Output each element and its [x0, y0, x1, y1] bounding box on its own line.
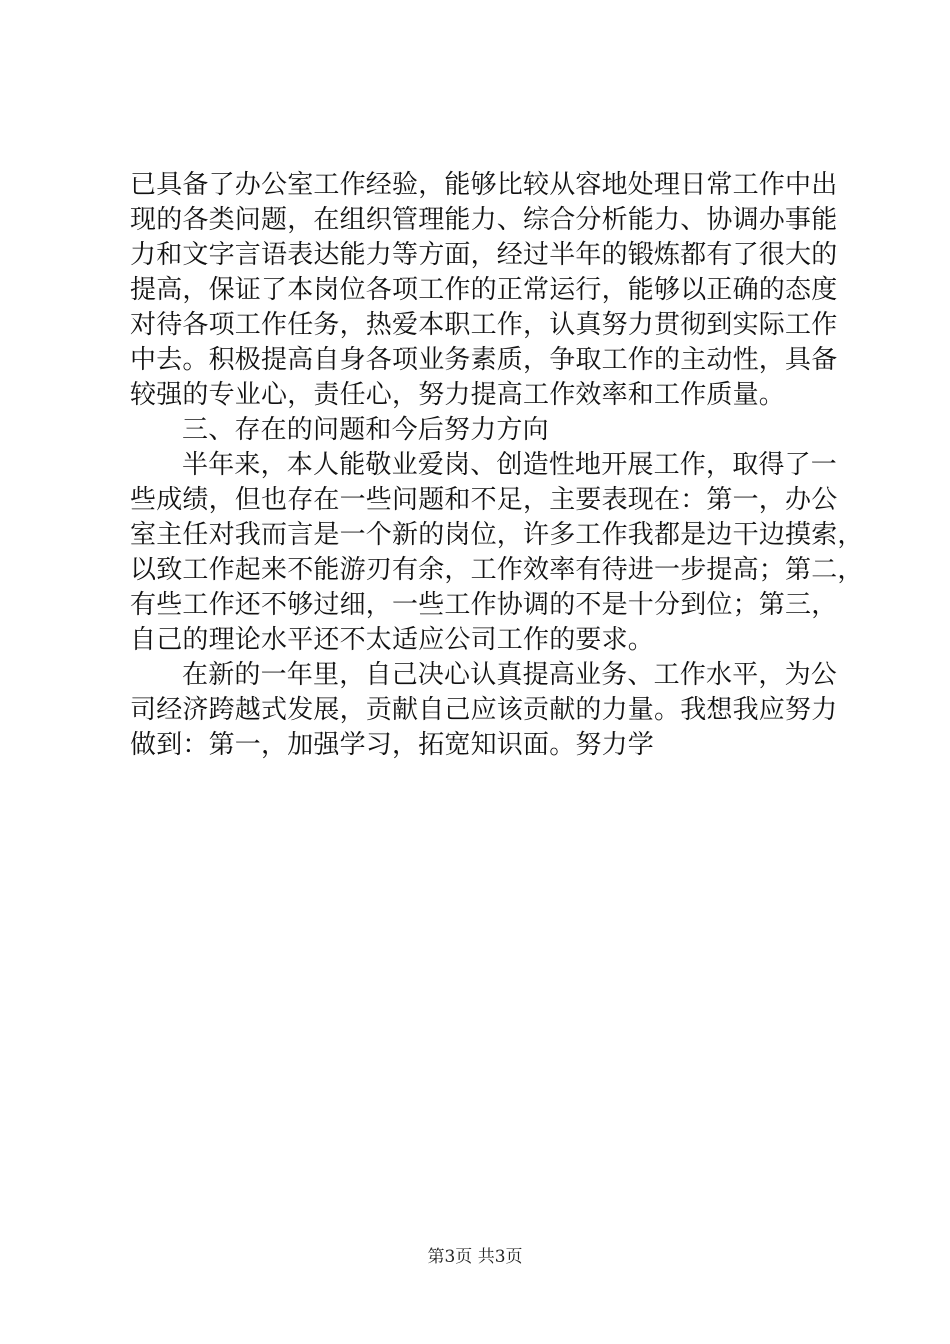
section-heading: 三、存在的问题和今后努力方向: [182, 415, 549, 445]
text-line: 室主任对我而言是一个新的岗位，许多工作我都是边干边摸索，: [130, 520, 864, 550]
page-footer: [0, 1246, 950, 1268]
document-body: [130, 168, 864, 763]
text-line: 自己的理论水平还不太适应公司工作的要求。: [130, 625, 655, 655]
text-line: 司经济跨越式发展，贡献自己应该贡献的力量。我想我应努力: [130, 695, 838, 725]
page-number: 第3页 共3页: [427, 1247, 523, 1267]
text-line: 半年来，本人能敬业爱岗、创造性地开展工作，取得了一: [182, 450, 838, 480]
text-line: 较强的专业心，责任心，努力提高工作效率和工作质量。: [130, 380, 786, 410]
text-line: 已具备了办公室工作经验，能够比较从容地处理日常工作中出: [130, 170, 838, 200]
text-line: 中去。积极提高自身各项业务素质，争取工作的主动性，具备: [130, 345, 838, 375]
text-line: 现的各类问题，在组织管理能力、综合分析能力、协调办事能: [130, 205, 838, 235]
text-line: 以致工作起来不能游刃有余，工作效率有待进一步提高；第二，: [130, 555, 864, 585]
text-line: 有些工作还不够过细，一些工作协调的不是十分到位；第三，: [130, 590, 838, 620]
text-line: 对待各项工作任务，热爱本职工作，认真努力贯彻到实际工作: [130, 310, 838, 340]
text-line: 力和文字言语表达能力等方面，经过半年的锻炼都有了很大的: [130, 240, 838, 270]
text-line: 些成绩，但也存在一些问题和不足，主要表现在：第一，办公: [130, 485, 838, 515]
text-line: 做到：第一，加强学习，拓宽知识面。努力学: [130, 730, 655, 760]
text-line: 在新的一年里，自己决心认真提高业务、工作水平，为公: [182, 660, 838, 690]
text-line: 提高，保证了本岗位各项工作的正常运行，能够以正确的态度: [130, 275, 838, 305]
